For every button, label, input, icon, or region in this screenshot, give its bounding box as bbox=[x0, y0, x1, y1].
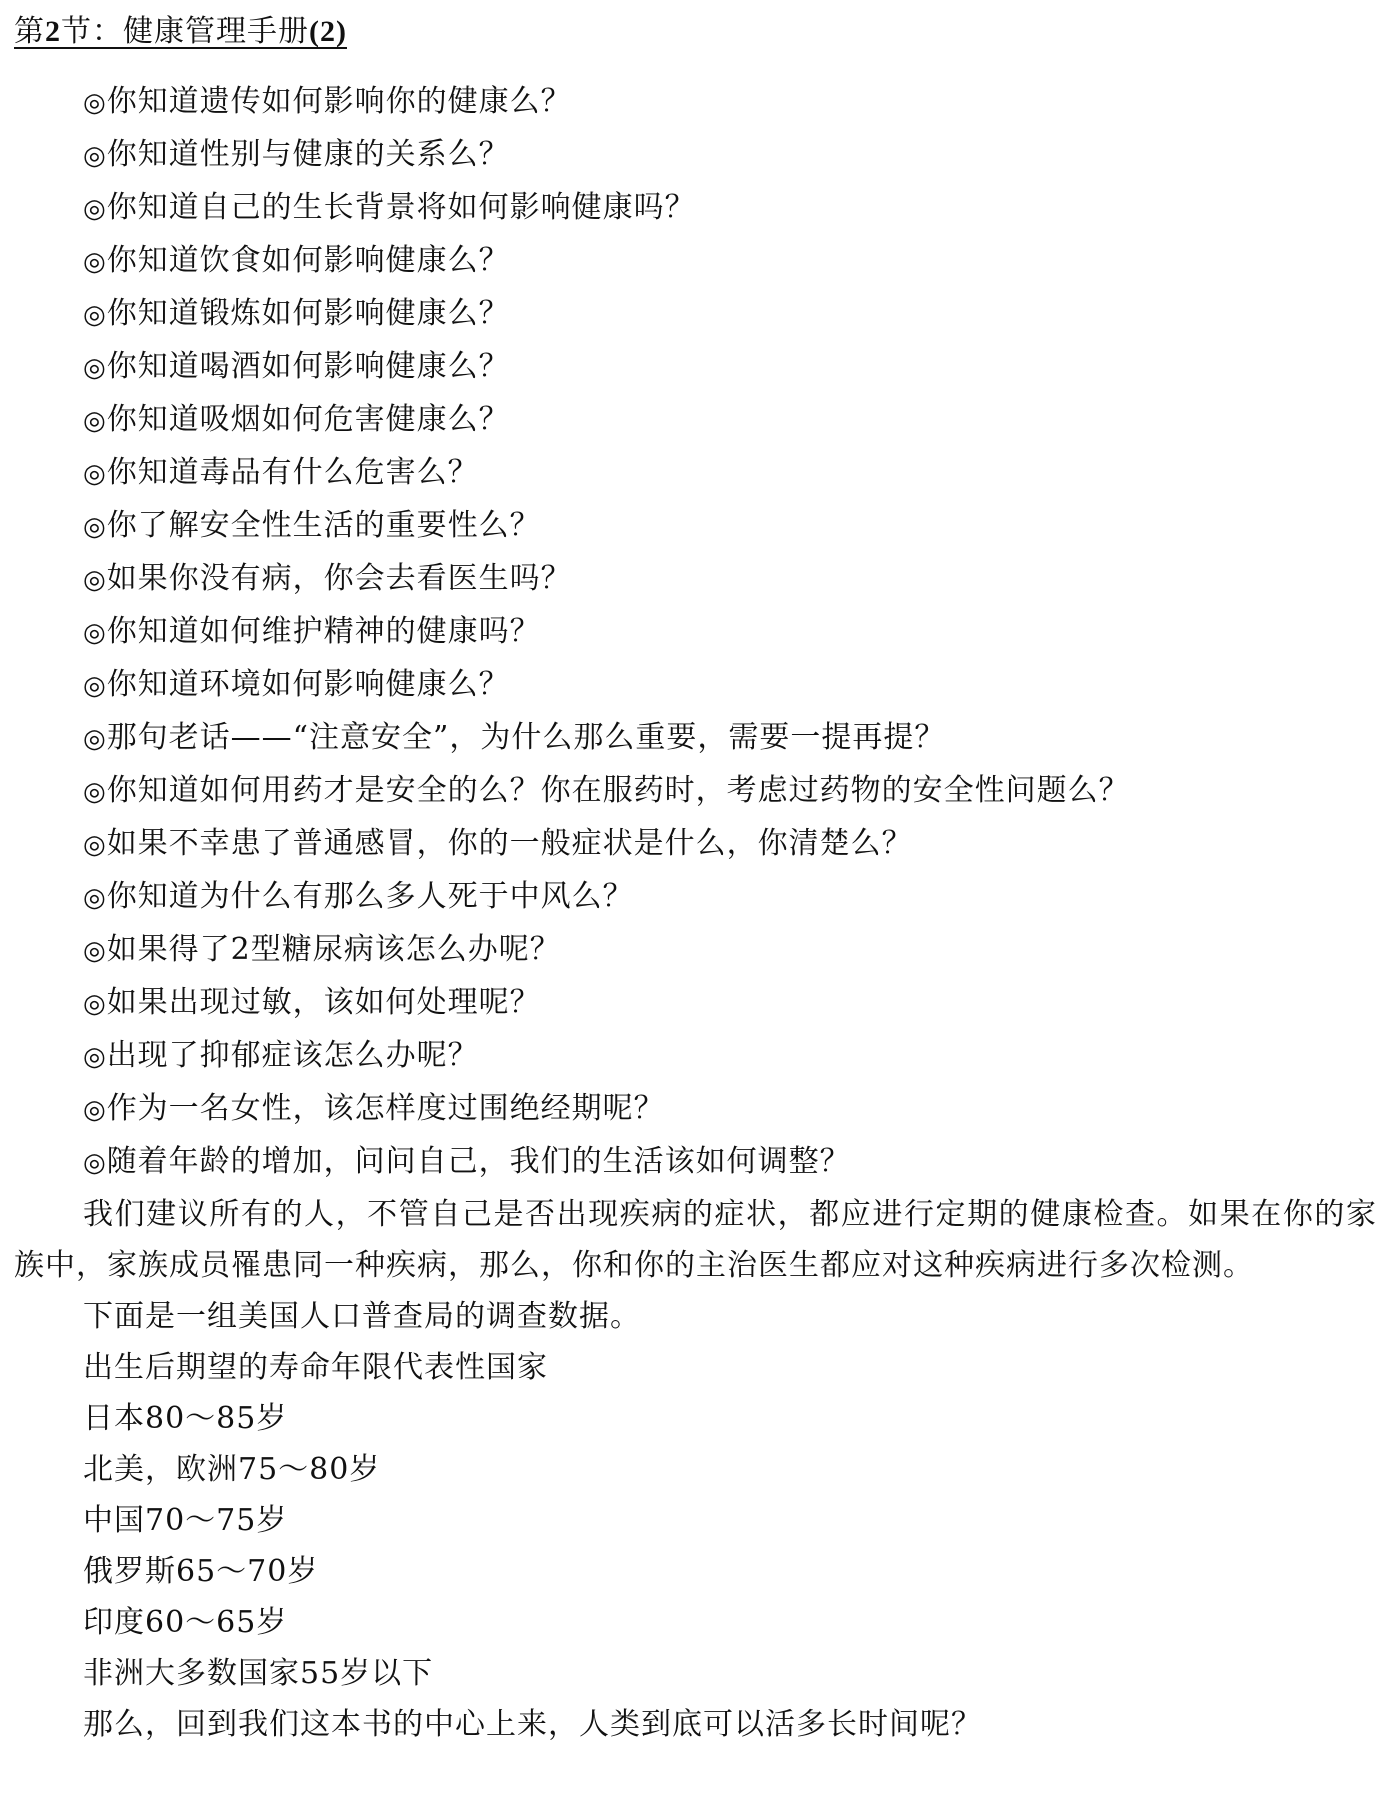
data-intro: 下面是一组美国人口普查局的调查数据。 bbox=[83, 1299, 641, 1334]
bullet-mark-icon: ◎ bbox=[83, 777, 107, 807]
question-text: 出现了抑郁症该怎么办呢？ bbox=[106, 1038, 479, 1073]
question-text: 你知道吸烟如何危害健康么？ bbox=[106, 402, 510, 437]
section-title bbox=[14, 10, 347, 54]
question-text: 如果得了2型糖尿病该怎么办呢？ bbox=[106, 932, 561, 967]
life-expectancy-row: 印度60～65岁 bbox=[83, 1605, 288, 1640]
closing-question: 那么，回到我们这本书的中心上来，人类到底可以活多长时间呢？ bbox=[83, 1707, 982, 1742]
title-number: 2 bbox=[45, 15, 61, 48]
question-text: 你知道自己的生长背景将如何影响健康吗？ bbox=[106, 190, 696, 225]
question-text: 你知道饮食如何影响健康么？ bbox=[106, 243, 510, 278]
bullet-mark-icon: ◎ bbox=[83, 724, 107, 754]
bullet-mark-icon: ◎ bbox=[83, 1148, 107, 1178]
question-text: 你知道如何用药才是安全的么？你在服药时，考虑过药物的安全性问题么？ bbox=[106, 773, 1130, 808]
question-text: 你知道为什么有那么多人死于中风么？ bbox=[106, 879, 634, 914]
bullet-mark-icon: ◎ bbox=[83, 883, 107, 913]
question-item bbox=[14, 659, 1377, 712]
life-expectancy-row: 北美，欧洲75～80岁 bbox=[83, 1452, 381, 1487]
life-expectancy-row: 非洲大多数国家55岁以下 bbox=[83, 1656, 434, 1691]
bullet-mark-icon: ◎ bbox=[83, 194, 107, 224]
bullet-mark-icon: ◎ bbox=[83, 512, 107, 542]
advice-paragraph: 我们建议所有的人，不管自己是否出现疾病的症状，都应进行定期的健康检查。如果在你的家族中，家族成员罹患同一种疾病，那么，你和你的主治医生都应对这种疾病进行多次检测。 bbox=[14, 1197, 1377, 1283]
life-expectancy-row: 俄罗斯65～70岁 bbox=[83, 1554, 319, 1589]
question-text: 你知道毒品有什么危害么？ bbox=[106, 455, 479, 490]
bullet-mark-icon: ◎ bbox=[83, 618, 107, 648]
question-item bbox=[14, 394, 1377, 447]
bullet-mark-icon: ◎ bbox=[83, 300, 107, 330]
title-paren: (2) bbox=[309, 15, 347, 48]
question-item bbox=[14, 765, 1377, 818]
bullet-mark-icon: ◎ bbox=[83, 88, 107, 118]
question-item bbox=[14, 288, 1377, 341]
question-item bbox=[14, 447, 1377, 500]
bullet-mark-icon: ◎ bbox=[83, 936, 107, 966]
life-expectancy-row: 日本80～85岁 bbox=[83, 1401, 288, 1436]
question-text: 随着年龄的增加，问问自己，我们的生活该如何调整？ bbox=[106, 1144, 851, 1179]
question-text: 你知道锻炼如何影响健康么？ bbox=[106, 296, 510, 331]
life-expectancy-list bbox=[14, 1393, 1377, 1699]
life-expectancy-row: 中国70～75岁 bbox=[83, 1503, 288, 1538]
question-text: 你知道环境如何影响健康么？ bbox=[106, 667, 510, 702]
title-prefix: 第 bbox=[14, 14, 45, 49]
bullet-mark-icon: ◎ bbox=[83, 247, 107, 277]
question-item bbox=[14, 76, 1377, 129]
question-item bbox=[14, 977, 1377, 1030]
question-text: 如果你没有病，你会去看医生吗？ bbox=[106, 561, 572, 596]
question-item bbox=[14, 341, 1377, 394]
question-text: 你知道遗传如何影响你的健康么？ bbox=[106, 84, 572, 119]
question-item bbox=[14, 818, 1377, 871]
question-item bbox=[14, 871, 1377, 924]
question-text: 作为一名女性，该怎样度过围绝经期呢？ bbox=[106, 1091, 665, 1126]
question-item bbox=[14, 1030, 1377, 1083]
bullet-mark-icon: ◎ bbox=[83, 406, 107, 436]
question-item bbox=[14, 553, 1377, 606]
life-expectancy-heading: 出生后期望的寿命年限代表性国家 bbox=[83, 1350, 548, 1385]
question-item bbox=[14, 500, 1377, 553]
bullet-mark-icon: ◎ bbox=[83, 671, 107, 701]
question-item bbox=[14, 924, 1377, 977]
question-text: 你知道喝酒如何影响健康么？ bbox=[106, 349, 510, 384]
question-item bbox=[14, 1136, 1377, 1189]
question-item bbox=[14, 606, 1377, 659]
question-item bbox=[14, 129, 1377, 182]
bullet-mark-icon: ◎ bbox=[83, 1042, 107, 1072]
question-text: 如果出现过敏，该如何处理呢？ bbox=[106, 985, 541, 1020]
title-text: 节：健康管理手册 bbox=[61, 14, 309, 49]
bullet-mark-icon: ◎ bbox=[83, 141, 107, 171]
question-item bbox=[14, 182, 1377, 235]
question-list bbox=[14, 76, 1377, 1189]
bullet-mark-icon: ◎ bbox=[83, 1095, 107, 1125]
question-text: 你知道如何维护精神的健康吗？ bbox=[106, 614, 541, 649]
question-text: 你知道性别与健康的关系么？ bbox=[106, 137, 510, 172]
bullet-mark-icon: ◎ bbox=[83, 830, 107, 860]
question-item bbox=[14, 712, 1377, 765]
question-text: 你了解安全性生活的重要性么？ bbox=[106, 508, 541, 543]
question-item bbox=[14, 235, 1377, 288]
question-item bbox=[14, 1083, 1377, 1136]
bullet-mark-icon: ◎ bbox=[83, 353, 107, 383]
question-text: 那句老话——“注意安全”，为什么那么重要，需要一提再提？ bbox=[106, 720, 946, 755]
bullet-mark-icon: ◎ bbox=[83, 989, 107, 1019]
bullet-mark-icon: ◎ bbox=[83, 565, 107, 595]
question-text: 如果不幸患了普通感冒，你的一般症状是什么，你清楚么？ bbox=[106, 826, 913, 861]
bullet-mark-icon: ◎ bbox=[83, 459, 107, 489]
